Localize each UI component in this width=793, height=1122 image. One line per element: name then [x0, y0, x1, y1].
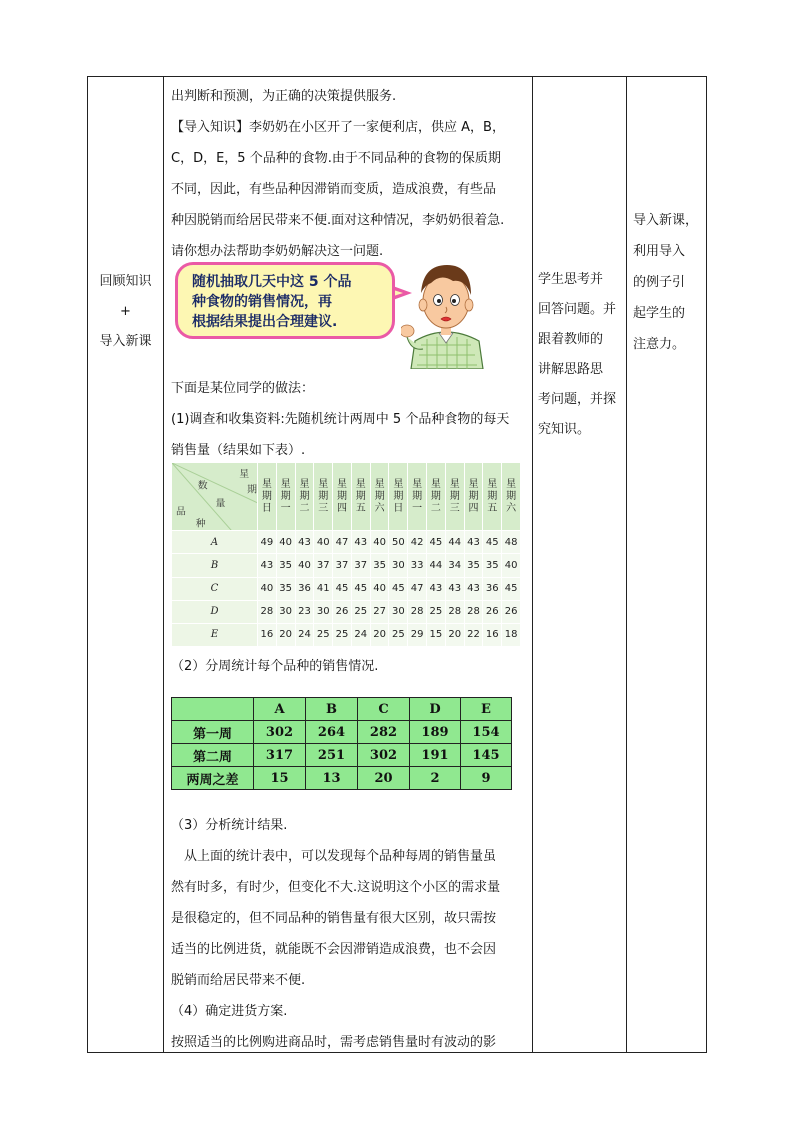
sales-cell: 35 — [276, 554, 295, 577]
sales-cell: 27 — [370, 600, 389, 623]
stage-label: 回顾知识 — [99, 274, 152, 289]
column-header: B — [306, 698, 358, 721]
text-line: 不同，因此，有些品种因滞销而变质，造成浪费，有些品 — [171, 182, 497, 197]
sales-cell: 36 — [483, 577, 502, 600]
corner-qty-char2: 量 — [215, 498, 226, 510]
sales-cell: 41 — [314, 577, 333, 600]
sales-cell: 25 — [389, 623, 408, 646]
table-row — [172, 721, 512, 744]
text-line: 脱销而给居民带来不便. — [171, 973, 306, 988]
sales-cell: 20 — [445, 623, 464, 646]
sales-cell: 26 — [333, 600, 352, 623]
text-line: （2）分周统计每个品种的销售情况. — [171, 659, 379, 674]
sales-cell: 30 — [314, 600, 333, 623]
boy-illustration — [401, 253, 491, 369]
table-row — [172, 554, 521, 577]
sales-cell: 37 — [314, 554, 333, 577]
total-cell: 317 — [254, 744, 306, 767]
day-header: 星 期 三 — [314, 463, 333, 531]
sales-cell: 40 — [314, 531, 333, 554]
text-line: 【导入知识】李奶奶在小区开了一家便利店，供应 A，B， — [171, 120, 505, 135]
total-cell: 282 — [358, 721, 410, 744]
total-cell: 302 — [254, 721, 306, 744]
variety-label: C — [172, 577, 258, 600]
table-row — [172, 767, 512, 790]
sales-cell: 26 — [502, 600, 521, 623]
speech-bubble — [175, 262, 395, 339]
sales-cell: 25 — [351, 600, 370, 623]
total-cell: 20 — [358, 767, 410, 790]
text-line: 按照适当的比例购进商品时，需考虑销售量时有波动的影 — [171, 1035, 497, 1050]
day-header: 星 期 六 — [502, 463, 521, 531]
variety-label: B — [172, 554, 258, 577]
student-text: 回答问题。并 — [538, 302, 617, 317]
total-cell: 251 — [306, 744, 358, 767]
variety-label: E — [172, 623, 258, 646]
sales-cell: 25 — [427, 600, 446, 623]
daily-sales-body — [172, 531, 521, 647]
column-header — [172, 698, 254, 721]
sales-cell: 40 — [295, 554, 314, 577]
stage-label: 导入新课 — [99, 334, 152, 349]
day-header: 星 期 二 — [295, 463, 314, 531]
intent-text: 利用导入 — [633, 244, 686, 259]
sales-cell: 48 — [502, 531, 521, 554]
total-cell: 9 — [461, 767, 512, 790]
text-line: 适当的比例进货，就能既不会因滞销造成浪费，也不会因 — [171, 942, 497, 957]
total-cell: 13 — [306, 767, 358, 790]
sales-cell: 35 — [483, 554, 502, 577]
variety-label: A — [172, 531, 258, 554]
variety-label: D — [172, 600, 258, 623]
total-cell: 145 — [461, 744, 512, 767]
total-cell: 2 — [410, 767, 461, 790]
sales-cell: 22 — [464, 623, 483, 646]
day-header: 星 期 四 — [333, 463, 352, 531]
sales-cell: 50 — [389, 531, 408, 554]
text-line: (1)调查和收集资料:先随机统计两周中 5 个品种食物的每天 — [171, 412, 510, 427]
day-header: 星 期 六 — [370, 463, 389, 531]
sales-cell: 37 — [333, 554, 352, 577]
sales-cell: 47 — [408, 577, 427, 600]
sales-cell: 44 — [445, 531, 464, 554]
sales-cell: 47 — [333, 531, 352, 554]
sales-cell: 43 — [351, 531, 370, 554]
sales-cell: 43 — [464, 577, 483, 600]
sales-cell: 18 — [502, 623, 521, 646]
text-line: 请你想办法帮助李奶奶解决这一问题. — [171, 244, 384, 259]
text-line: 销售量（结果如下表）. — [171, 443, 306, 458]
corner-day-char2: 期 — [247, 484, 257, 496]
sales-cell: 33 — [408, 554, 427, 577]
sales-cell: 37 — [351, 554, 370, 577]
student-text: 学生思考并 — [538, 272, 604, 287]
bubble-line: 根据结果提出合理建议. — [192, 314, 338, 330]
bubble-line: 随机抽取几天中这 5 个品 — [192, 274, 352, 290]
sales-cell: 49 — [258, 531, 277, 554]
sales-cell: 35 — [464, 554, 483, 577]
corner-qty-char1: 数 — [197, 480, 208, 492]
column-header: E — [461, 698, 512, 721]
sales-cell: 20 — [370, 623, 389, 646]
table-corner-cell — [172, 463, 258, 531]
text-line: C，D，E，5 个品种的食物.由于不同品种的食物的保质期 — [171, 151, 501, 166]
sales-cell: 30 — [276, 600, 295, 623]
day-header: 星 期 一 — [276, 463, 295, 531]
sales-cell: 40 — [370, 577, 389, 600]
day-header: 星 期 日 — [389, 463, 408, 531]
sales-cell: 43 — [427, 577, 446, 600]
sales-cell: 42 — [408, 531, 427, 554]
text-line: 出判断和预测，为正确的决策提供服务. — [171, 89, 397, 104]
corner-diagonals — [172, 463, 257, 530]
student-text: 考问题，并探 — [538, 392, 617, 407]
sales-cell: 34 — [445, 554, 464, 577]
text-line: 然有时多，有时少，但变化不大.这说明这个小区的需求量 — [171, 880, 501, 895]
table-row — [172, 531, 521, 554]
intent-text: 导入新课， — [633, 213, 699, 228]
sales-cell: 35 — [276, 577, 295, 600]
sales-cell: 45 — [333, 577, 352, 600]
stage-column — [88, 77, 163, 1052]
total-cell: 189 — [410, 721, 461, 744]
sales-cell: 25 — [333, 623, 352, 646]
student-activity-column — [538, 265, 630, 445]
sales-cell: 25 — [314, 623, 333, 646]
intent-text: 起学生的 — [633, 306, 686, 321]
total-cell: 15 — [254, 767, 306, 790]
table-row — [172, 623, 521, 646]
sales-cell: 28 — [445, 600, 464, 623]
sales-cell: 40 — [502, 554, 521, 577]
lesson-table — [87, 76, 707, 1053]
sales-cell: 24 — [295, 623, 314, 646]
sales-cell: 24 — [351, 623, 370, 646]
day-header: 星 期 二 — [427, 463, 446, 531]
text-line: 从上面的统计表中，可以发现每个品种每周的销售量虽 — [184, 849, 497, 864]
day-header: 星 期 五 — [483, 463, 502, 531]
corner-day-char1: 星 — [239, 468, 250, 480]
text-line: 是很稳定的，但不同品种的销售量有很大区别，故只需按 — [171, 911, 497, 926]
corner-variety-char2: 种 — [195, 518, 206, 530]
intent-text: 注意力。 — [633, 337, 686, 352]
total-cell: 302 — [358, 744, 410, 767]
sales-cell: 45 — [502, 577, 521, 600]
sales-cell: 40 — [370, 531, 389, 554]
column-header: D — [410, 698, 461, 721]
sales-cell: 28 — [408, 600, 427, 623]
bubble-line: 种食物的销售情况，再 — [192, 294, 332, 310]
total-cell: 154 — [461, 721, 512, 744]
table-row — [172, 744, 512, 767]
sales-cell: 29 — [408, 623, 427, 646]
sales-cell: 23 — [295, 600, 314, 623]
sales-cell: 36 — [295, 577, 314, 600]
text-line: 种因脱销而给居民带来不便.面对这种情况，李奶奶很着急. — [171, 213, 505, 228]
sales-cell: 45 — [427, 531, 446, 554]
sales-cell: 26 — [483, 600, 502, 623]
day-header: 星 期 一 — [408, 463, 427, 531]
student-text: 究知识。 — [538, 422, 591, 437]
sales-cell: 40 — [276, 531, 295, 554]
sales-cell: 30 — [389, 554, 408, 577]
row-label: 第一周 — [172, 721, 254, 744]
text-line: （4）确定进货方案. — [171, 1004, 288, 1019]
sales-cell: 45 — [483, 531, 502, 554]
student-text: 跟着教师的 — [538, 332, 604, 347]
column-divider — [163, 77, 164, 1052]
sales-cell: 16 — [483, 623, 502, 646]
sales-cell: 28 — [258, 600, 277, 623]
design-intent-column — [633, 205, 705, 360]
daily-sales-table — [171, 462, 521, 647]
corner-variety-char1: 品 — [175, 506, 186, 518]
day-header: 星 期 四 — [464, 463, 483, 531]
table-row — [172, 600, 521, 623]
content-column — [171, 77, 531, 1052]
text-line: （3）分析统计结果. — [171, 818, 288, 833]
total-cell: 191 — [410, 744, 461, 767]
sales-cell: 30 — [389, 600, 408, 623]
column-header: C — [358, 698, 410, 721]
sales-cell: 16 — [258, 623, 277, 646]
sales-cell: 43 — [258, 554, 277, 577]
column-header: A — [254, 698, 306, 721]
day-header: 星 期 日 — [258, 463, 277, 531]
sales-cell: 40 — [258, 577, 277, 600]
weekly-sales-table — [171, 697, 511, 790]
table-row — [172, 577, 521, 600]
day-header: 星 期 五 — [351, 463, 370, 531]
sales-cell: 45 — [389, 577, 408, 600]
row-label: 第二周 — [172, 744, 254, 767]
sales-cell: 45 — [351, 577, 370, 600]
sales-cell: 35 — [370, 554, 389, 577]
text-line: 下面是某位同学的做法： — [171, 381, 315, 396]
intent-text: 的例子引 — [633, 275, 686, 290]
column-divider — [626, 77, 627, 1052]
day-header: 星 期 三 — [445, 463, 464, 531]
row-label: 两周之差 — [172, 767, 254, 790]
student-text: 讲解思路思 — [538, 362, 604, 377]
sales-cell: 43 — [295, 531, 314, 554]
column-divider — [532, 77, 533, 1052]
sales-cell: 43 — [445, 577, 464, 600]
sales-cell: 15 — [427, 623, 446, 646]
stage-plus: + — [120, 304, 131, 319]
sales-cell: 20 — [276, 623, 295, 646]
table-header-row — [172, 698, 512, 721]
sales-cell: 28 — [464, 600, 483, 623]
total-cell: 264 — [306, 721, 358, 744]
sales-cell: 44 — [427, 554, 446, 577]
sales-cell: 43 — [464, 531, 483, 554]
